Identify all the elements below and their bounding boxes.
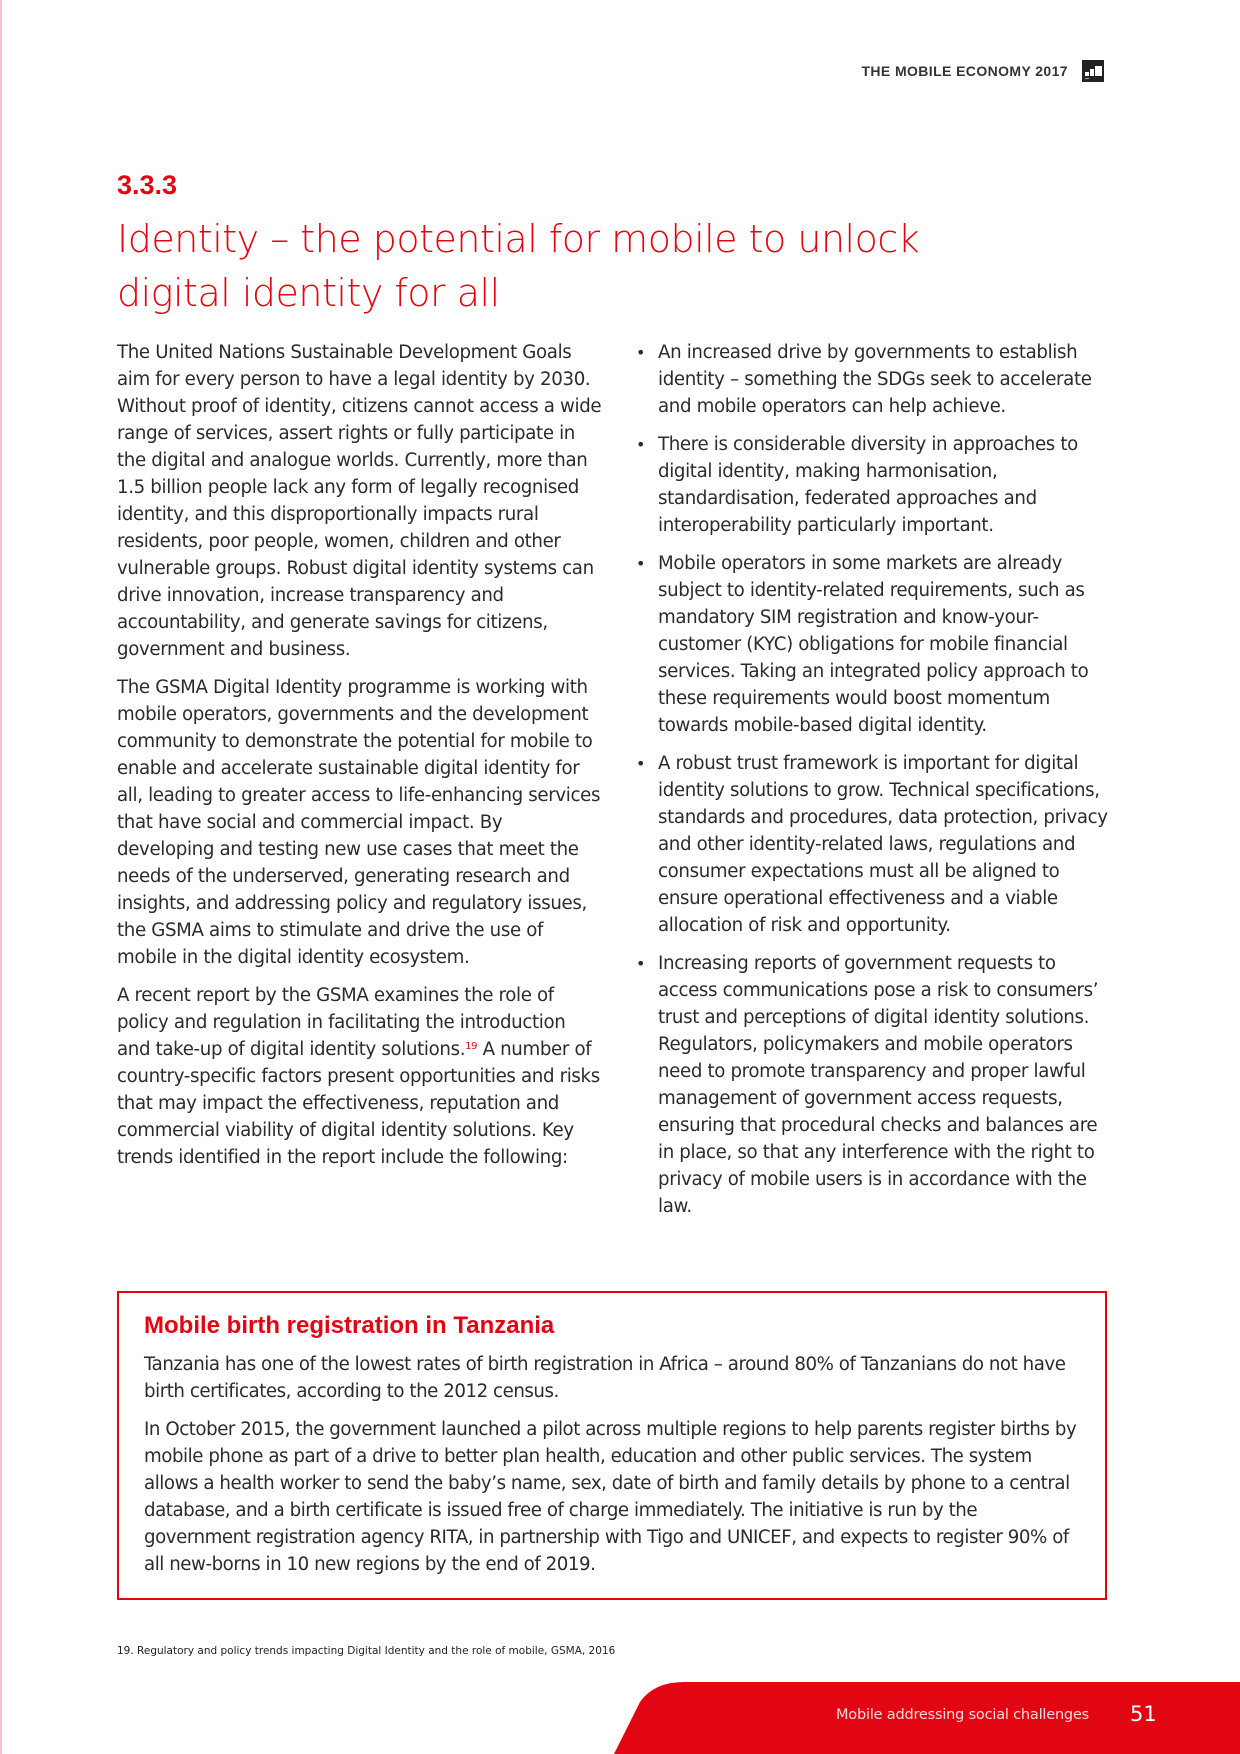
- footer-section-label: Mobile addressing social challenges: [836, 1707, 1090, 1723]
- key-trends-list: [636, 339, 1116, 1220]
- bullet-icon: •: [636, 554, 646, 573]
- bullet-icon: •: [636, 954, 646, 973]
- list-item-text: Mobile operators in some markets are already subject to identity-related requirements, such as mandatory SIM registration and know-your-customer (KYC) obligations for mobile financial services. Taking an integrated policy approach to these requirements would boost momentum towards mobile-based digital identity.: [658, 553, 1089, 736]
- list-item: [636, 950, 1116, 1220]
- intro-paragraph: The United Nations Sustainable Development Goals aim for every person to have a legal identity by 2030. Without proof of identity, citizens cannot access a wide range of services, assert rights or fully participate in the digital and analogue worlds. Currently, more than 1.5 billion people lack any form of legally recognised identity, and this disproportionally impacts rural residents, poor people, women, children and other vulnerable groups. Robust digital identity systems can drive innovation, increase transparency and accountability, and generate savings for citizens, government and business.: [117, 342, 602, 660]
- bullet-icon: •: [636, 343, 646, 362]
- list-item: [636, 431, 1116, 539]
- footnote: 19. Regulatory and policy trends impacting Digital Identity and the role of mobile, GSMA, 2016: [117, 1645, 616, 1657]
- footnote-reference[interactable]: 19: [465, 1041, 478, 1052]
- case-study-paragraph: In October 2015, the government launched a pilot across multiple regions to help parents register births by mobile phone as part of a drive to better plan health, education and other public services. The system allows a health worker to send the baby’s name, sex, date of birth and family details by phone to a central database, and a birth certificate is issued free of charge immediately. The initiative is run by the government registration agency RITA, in partnership with Tigo and UNICEF, and expects to register 90% of all new-borns in 10 new regions by the end of 2019.: [144, 1419, 1077, 1575]
- report-text-continued: A number of country-specific factors present opportunities and risks that may impact the effectiveness, reputation and commercial viability of digital identity solutions. Key trends identified in the report include the following:: [117, 1039, 600, 1168]
- bullet-icon: •: [636, 435, 646, 454]
- section-title: Identity – the potential for mobile to unlock digital identity for all: [117, 217, 920, 315]
- list-item: [636, 339, 1116, 420]
- right-column: [636, 339, 1116, 1231]
- case-study-box: [117, 1291, 1107, 1600]
- left-column: [117, 339, 602, 1182]
- case-study-title: Mobile birth registration in Tanzania: [144, 1312, 555, 1339]
- section-number: 3.3.3: [117, 170, 178, 200]
- report-paragraph: [117, 982, 602, 1171]
- list-item-text: Increasing reports of government requests to access communications pose a risk to consumers’ trust and perceptions of digital identity solutions. Regulators, policymakers and mobile operators need to promote transparency and proper lawful management of government access requests, ensuring that procedural checks and balances are in place, so that any interference with the right to privacy of mobile users is in accordance with the law.: [658, 953, 1099, 1217]
- gsma-logo-icon: [1082, 60, 1104, 82]
- page-edge-rule: [0, 0, 2, 1754]
- list-item-text: There is considerable diversity in approaches to digital identity, making harmonisation, standardisation, federated approaches and interoperability particularly important.: [658, 434, 1078, 536]
- case-study-paragraph: Tanzania has one of the lowest rates of birth registration in Africa – around 80% of Tanzanians do not have birth certificates, according to the 2012 census.: [144, 1354, 1066, 1402]
- programme-paragraph: The GSMA Digital Identity programme is working with mobile operators, governments and the development community to demonstrate the potential for mobile to enable and accelerate sustainable digital identity for all, leading to greater access to life-enhancing services that have social and commercial impact. By developing and testing new use cases that meet the needs of the underserved, generating research and insights, and addressing policy and regulatory issues, the GSMA aims to stimulate and drive the use of mobile in the digital identity ecosystem.: [117, 677, 601, 968]
- list-item: [636, 750, 1116, 939]
- page-number: 51: [1130, 1702, 1157, 1726]
- list-item-text: An increased drive by governments to establish identity – something the SDGs seek to accelerate and mobile operators can help achieve.: [658, 342, 1092, 417]
- report-text: A recent report by the GSMA examines the role of policy and regulation in facilitating the introduction and take-up of digital identity solutions.: [117, 985, 566, 1060]
- list-item-text: A robust trust framework is important for digital identity solutions to grow. Technical specifications, standards and procedures, data protection, privacy and other identity-related laws, regulations and consumer expectations must all be aligned to ensure operational effectiveness and a viable allocation of risk and opportunity.: [658, 753, 1108, 936]
- bullet-icon: •: [636, 754, 646, 773]
- running-title: THE MOBILE ECONOMY 2017: [861, 63, 1068, 79]
- running-header: [861, 60, 1104, 82]
- list-item: [636, 550, 1116, 739]
